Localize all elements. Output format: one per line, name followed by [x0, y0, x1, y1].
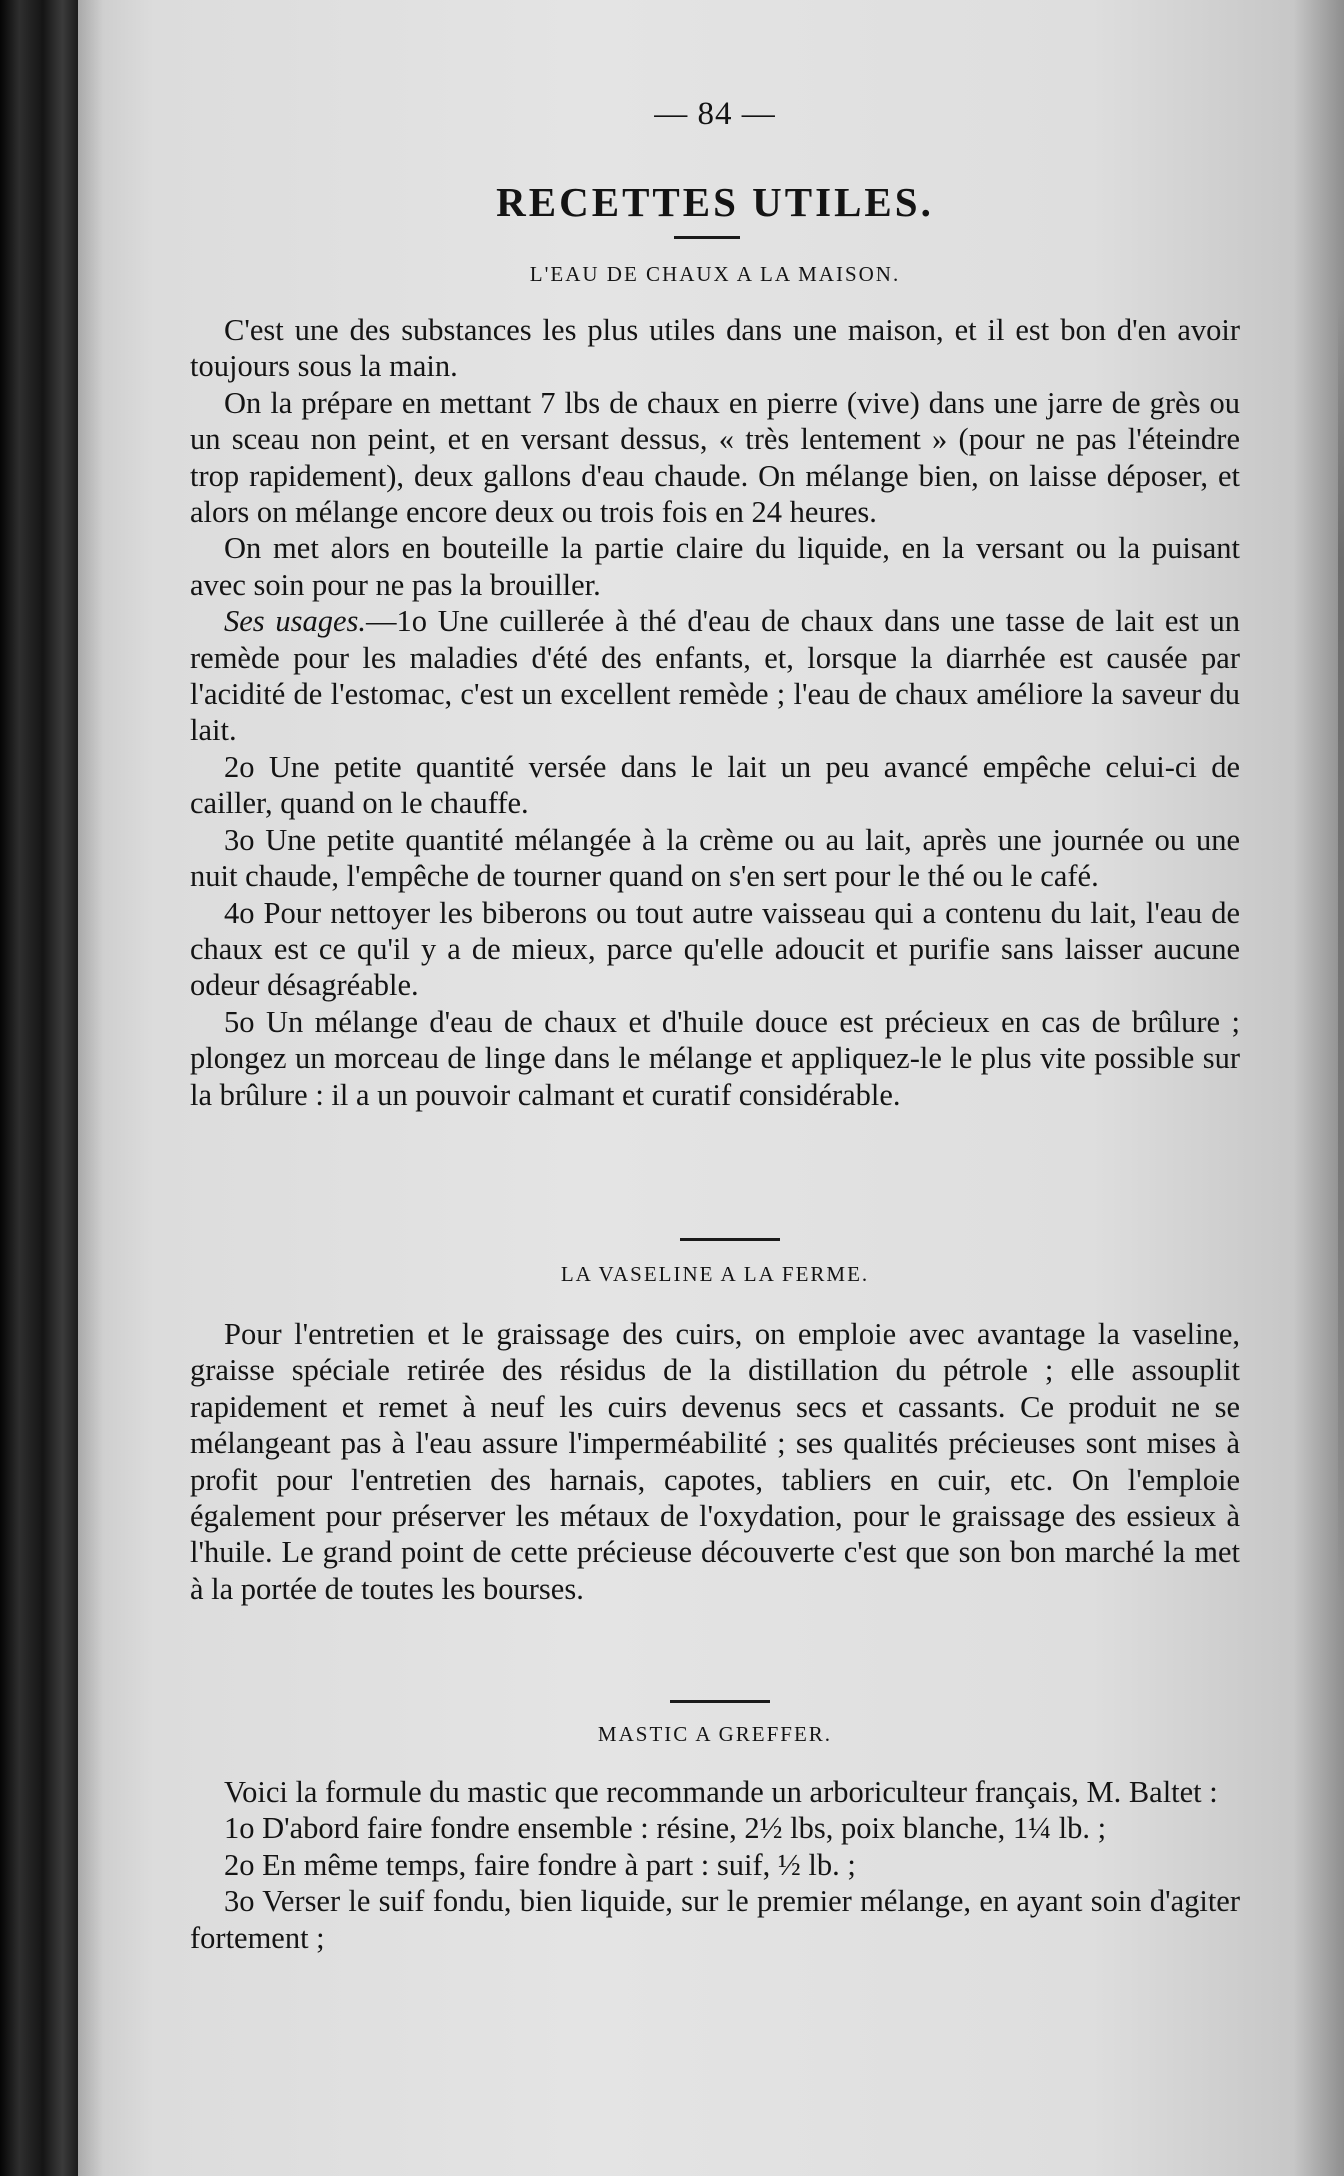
section-rule: [680, 1238, 780, 1241]
paragraph: On la prépare en mettant 7 lbs de chaux en pierre (vive) dans une jarre de grès ou un sceau non peint, et en versant dessus, « très lentement » (pour ne pas l'éteindre trop rapidement), deux gallons d'eau chaude. On mélange bien, on laisse déposer, et alors on mélange encore deux ou trois fois en 24 heures.: [190, 385, 1240, 530]
title-rule: [674, 236, 740, 239]
book-spine: [0, 0, 78, 2176]
usages-text: —1o Une cuillerée à thé d'eau de chaux dans une tasse de lait est un remède pour les maladies d'été des enfants, et, lorsque la diarrhée est causée par l'acidité de l'estomac, c'est un excellent remède ; l'eau de chaux améliore la saveur du lait.: [190, 604, 1240, 748]
page-number: — 84 —: [654, 96, 776, 132]
paragraph: 3o Une petite quantité mélangée à la crème ou au lait, après une journée ou une nuit chaude, l'empêche de tourner quand on s'en sert pour le thé ou le café.: [190, 822, 1240, 894]
paragraph: Pour l'entretien et le graissage des cuirs, on emploie avec avantage la vaseline, graisse spéciale retirée des résidus de la distillation du pétrole ; elle assouplit rapidement et remet à neuf les cuirs devenus secs et cassants. Ce produit ne se mélangeant pas à l'eau assure l'imperméabilité ; ses qualités précieuses sont mises à profit pour l'entretien des harnais, capotes, tabliers en cuir, etc. On l'emploie également pour préserver les métaux de l'oxydation, pour le graissage des essieux à l'huile. Le grand point de cette précieuse découverte c'est que son bon marché la met à la portée de toutes les bourses.: [190, 1317, 1240, 1606]
paragraph: 2o Une petite quantité versée dans le lait un peu avancé empêche celui-ci de cailler, quand on le chauffe.: [190, 749, 1240, 821]
book-page: [78, 0, 1344, 2176]
usages-label: Ses usages.: [224, 604, 367, 639]
paragraph: C'est une des substances les plus utiles dans une maison, et il est bon d'en avoir toujours sous la main.: [190, 313, 1240, 384]
paragraph: 5o Un mélange d'eau de chaux et d'huile douce est précieux en cas de brûlure ; plongez un morceau de linge dans le mélange et appliquez-le le plus vite possible sur la brûlure : il a un pouvoir calmant et curatif considérable.: [190, 1004, 1240, 1112]
paragraph: 2o En même temps, faire fondre à part : suif, ½ lb. ;: [224, 1847, 856, 1882]
section-body-mastic: [190, 1774, 1240, 1956]
page-title: RECETTES UTILES.: [496, 179, 934, 225]
paragraph: On met alors en bouteille la partie claire du liquide, en la versant ou la puisant avec soin pour ne pas la brouiller.: [190, 531, 1240, 602]
section-body-vaseline: [190, 1316, 1240, 1607]
section-title-vaseline: LA VASELINE A LA FERME.: [560, 1262, 870, 1286]
section-title-mastic: MASTIC A GREFFER.: [597, 1722, 833, 1746]
section-title-eau-de-chaux: L'EAU DE CHAUX A LA MAISON.: [529, 262, 901, 286]
paragraph: 4o Pour nettoyer les biberons ou tout autre vaisseau qui a contenu du lait, l'eau de chaux est ce qu'il y a de mieux, parce qu'elle adoucit et purifie sans laisser aucune odeur désagréable.: [190, 895, 1240, 1003]
page-edge-shadow: [1338, 300, 1344, 1600]
section-body-eau-de-chaux: [190, 312, 1240, 1113]
paragraph: 3o Verser le suif fondu, bien liquide, sur le premier mélange, en ayant soin d'agiter fortement ;: [190, 1884, 1240, 1955]
paragraph: 1o D'abord faire fondre ensemble : résine, 2½ lbs, poix blanche, 1¼ lb. ;: [224, 1811, 1107, 1846]
paragraph: [190, 603, 1240, 749]
paragraph: Voici la formule du mastic que recommande un arboriculteur français, M. Baltet :: [224, 1775, 1218, 1809]
section-rule: [670, 1700, 770, 1703]
